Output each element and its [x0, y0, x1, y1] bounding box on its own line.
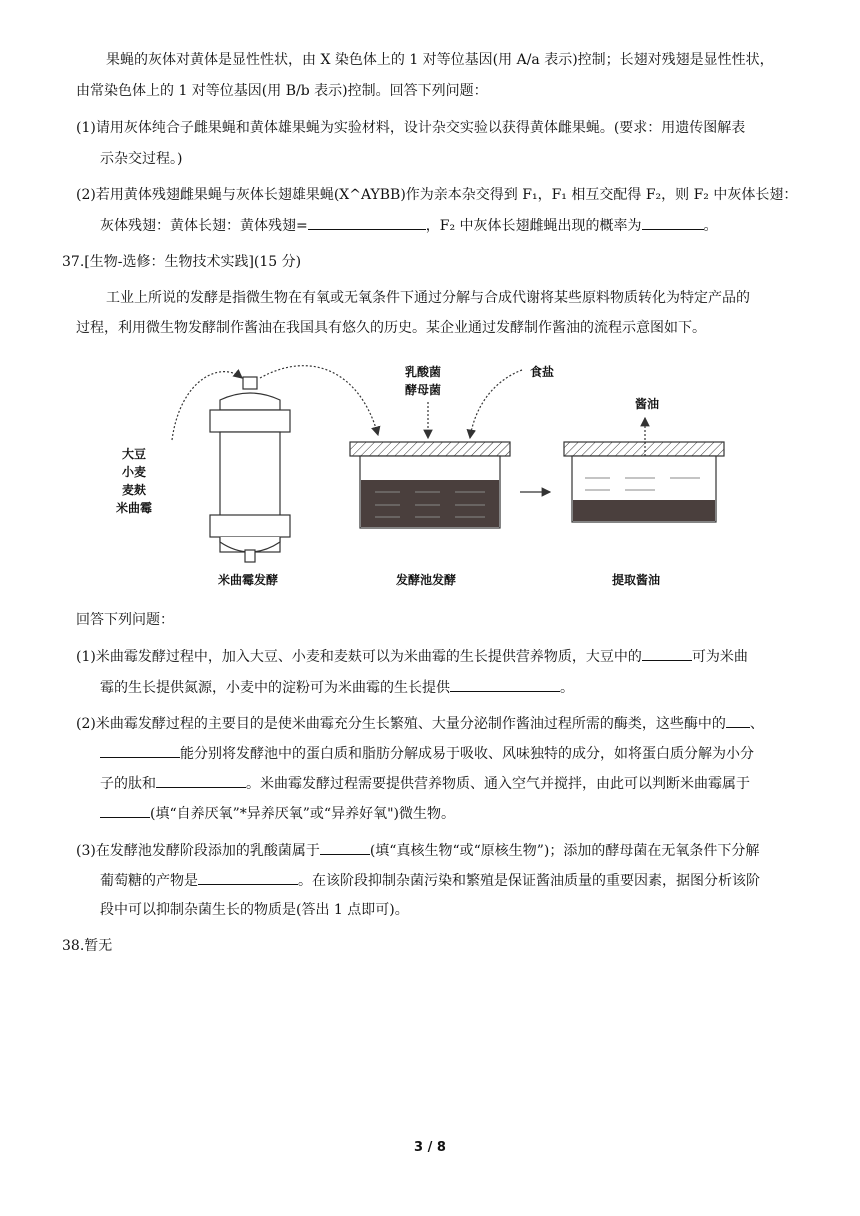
answer-blank[interactable]: [198, 870, 298, 885]
text-segment: (填“真核生物“或“原核生物”)；添加的酵母菌在无氧条件下分解: [369, 843, 760, 859]
q37-subq2-line2: [100, 743, 754, 764]
text-segment: (填“自养厌氧”*异养厌氧”或“异养好氧")微生物。: [150, 806, 455, 822]
answer-blank[interactable]: [726, 713, 750, 728]
q37-subq3-line3: 段中可以抑制杂菌生长的物质是(答出 1 点即可)。: [100, 902, 409, 918]
soy-sauce-label: 酱油: [635, 397, 660, 411]
text-segment: 能分别将发酵池中的蛋白质和脂肪分解成易于吸收、风味独特的成分，如将蛋白质分解为小分: [180, 746, 754, 762]
q36-ratio-text: 灰体残翅：黄体长翅：黄体残翅=: [100, 218, 308, 234]
answer-blank[interactable]: [320, 840, 370, 855]
text-segment: 。米曲霉发酵过程需要提供营养物质、通入空气并搅拌，由此可以判断米曲霉属于: [246, 776, 750, 792]
extraction-tank: [564, 442, 724, 522]
fermenter-vessel: [210, 377, 290, 562]
answer-blank[interactable]: [308, 215, 426, 230]
q37-subq3-line1: [76, 840, 759, 861]
text-segment: (2)米曲霉发酵过程的主要目的是使米曲霉充分生长繁殖、大量分泌制作酱油过程所需的酶类，这些酶中的: [76, 716, 726, 732]
q37-subq2-line3: [100, 773, 750, 794]
q37-subq2-line4: [100, 803, 455, 824]
salt-arrow: [470, 370, 522, 438]
q36-subq2-line2: [100, 215, 718, 236]
raw-material-label: 米曲霉: [116, 501, 153, 515]
q36-end-text: 。: [703, 218, 718, 234]
q37-intro-line2: 过程，利用微生物发酵制作酱油在我国具有悠久的历史。某企业通过发酵制作酱油的流程示意图如下。: [76, 320, 706, 336]
q36-prob-text: ，F₂ 中灰体长翅雌蝇出现的概率为: [425, 218, 642, 234]
raw-material-label: 麦麸: [122, 483, 147, 497]
text-segment: (3)在发酵池发酵阶段添加的乳酸菌属于: [76, 843, 320, 859]
q36-subq1-line2: 示杂交过程。): [100, 151, 183, 167]
q36-intro-line1: 果蝇的灰体对黄体是显性性状，由 X 染色体上的 1 对等位基因(用 A/a 表示)控制；长翅对残翅是显性性状，: [106, 52, 774, 68]
text-segment: 。在该阶段抑制杂菌污染和繁殖是保证酱油质量的重要因素，据图分析该阶: [298, 873, 760, 889]
answer-blank[interactable]: [642, 215, 704, 230]
q37-subq2-line1: [76, 713, 764, 734]
answer-blank[interactable]: [642, 646, 692, 661]
caption-pond-fermentation: 发酵池发酵: [396, 573, 457, 587]
caption-extraction: 提取酱油: [612, 573, 661, 587]
q38-text: 38.暂无: [62, 938, 113, 954]
salt-label: 食盐: [530, 365, 555, 379]
soy-sauce-process-figure: [110, 350, 750, 595]
text-segment: (1)米曲霉发酵过程中，加入大豆、小麦和麦麸可以为米曲霉的生长提供营养物质，大豆中的: [76, 649, 642, 665]
raw-material-label: 大豆: [122, 447, 147, 461]
text-segment: 葡萄糖的产物是: [100, 873, 198, 889]
q37-intro-line1: 工业上所说的发酵是指微生物在有氧或无氧条件下通过分解与合成代谢将某些原料物质转化为特定产品的: [106, 290, 750, 306]
q37-subq1-line2: [100, 677, 574, 698]
q37-header: 37.[生物-选修：生物技术实践](15 分): [62, 254, 302, 270]
q36-subq2-line1: (2)若用黄体残翅雌果蝇与灰体长翅雄果蝇(X^AYBB)作为亲本杂交得到 F₁，F₁ 相互交配得 F₂，则 F₂ 中灰体长翅：: [76, 187, 798, 203]
caption-koji-fermentation: 米曲霉发酵: [218, 573, 279, 587]
q36-subq1-line1: (1)请用灰体纯合子雌果蝇和黄体雄果蝇为实验材料，设计杂交实验以获得黄体雌果蝇。(要求：用遗传图解表: [76, 120, 746, 136]
q37-subq1-line1: [76, 646, 748, 667]
text-segment: 可为米曲: [691, 649, 748, 665]
text-segment: 、: [749, 716, 764, 732]
q37-prompt: 回答下列问题：: [76, 612, 174, 628]
answer-blank[interactable]: [100, 743, 180, 758]
answer-blank[interactable]: [450, 677, 560, 692]
text-segment: 霉的生长提供氮源，小麦中的淀粉可为米曲霉的生长提供: [100, 680, 450, 696]
microbe-label: 乳酸菌: [405, 365, 442, 379]
answer-blank[interactable]: [156, 773, 246, 788]
q37-subq3-line2: [100, 870, 760, 891]
page-number: 3 / 8: [414, 1140, 446, 1155]
text-segment: 。: [560, 680, 574, 696]
fermentation-pond: [350, 442, 510, 528]
raw-material-label: 小麦: [122, 465, 147, 479]
q36-intro-line2: 由常染色体上的 1 对等位基因(用 B/b 表示)控制。回答下列问题：: [76, 83, 488, 99]
microbe-label: 酵母菌: [405, 383, 442, 397]
answer-blank[interactable]: [100, 803, 150, 818]
text-segment: 子的肽和: [100, 776, 156, 792]
